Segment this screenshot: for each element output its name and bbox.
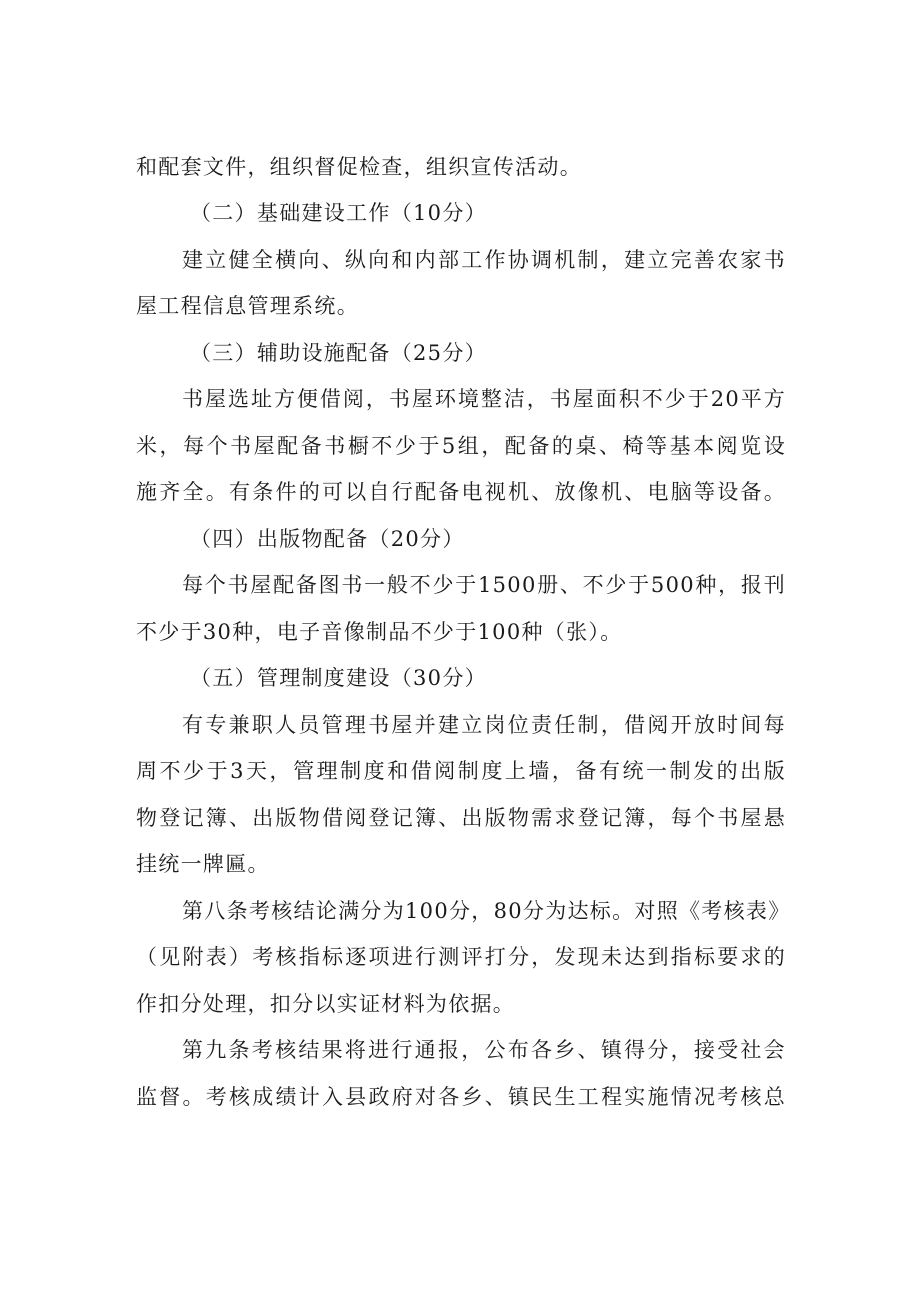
paragraph-line: （见附表）考核指标逐项进行测评打分，发现未达到指标要求的 xyxy=(136,945,786,969)
paragraph-line: 监督。考核成绩计入县政府对各乡、镇民生工程实施情况考核总 xyxy=(136,1085,786,1109)
paragraph-line: 挂统一牌匾。 xyxy=(136,852,270,876)
paragraph-line: 作扣分处理，扣分以实证材料为依据。 xyxy=(136,992,516,1016)
paragraph-line: 每个书屋配备图书一般不少于1500册、不少于500种，报刊 xyxy=(182,573,786,597)
paragraph-line: 第九条考核结果将进行通报，公布各乡、镇得分，接受社会 xyxy=(182,1038,786,1062)
section-heading: （二）基础建设工作（10分） xyxy=(190,201,487,225)
section-heading: （三）辅助设施配备（25分） xyxy=(190,341,487,365)
paragraph-line: 施齐全。有条件的可以自行配备电视机、放像机、电脑等设备。 xyxy=(136,480,786,504)
section-heading: （四）出版物配备（20分） xyxy=(190,527,465,551)
paragraph-line: 和配套文件，组织督促检查，组织宣传活动。 xyxy=(136,155,582,179)
paragraph-line: 屋工程信息管理系统。 xyxy=(136,294,359,318)
paragraph-line: 物登记簿、出版物借阅登记簿、出版物需求登记簿，每个书屋悬 xyxy=(136,806,786,830)
paragraph-line: 有专兼职人员管理书屋并建立岗位责任制，借阅开放时间每 xyxy=(182,713,786,737)
paragraph-line: 第八条考核结论满分为100分，80分为达标。对照《考核表》 xyxy=(182,899,791,923)
paragraph-line: 不少于30种，电子音像制品不少于100种（张）。 xyxy=(136,620,623,644)
paragraph-line: 周不少于3天，管理制度和借阅制度上墙，备有统一制发的出版 xyxy=(136,759,786,783)
paragraph-line: 书屋选址方便借阅，书屋环境整洁，书屋面积不少于20平方 xyxy=(182,387,786,411)
paragraph-line: 米，每个书屋配备书橱不少于5组，配备的桌、椅等基本阅览设 xyxy=(136,434,786,458)
section-heading: （五）管理制度建设（30分） xyxy=(190,666,487,690)
paragraph-line: 建立健全横向、纵向和内部工作协调机制，建立完善农家书 xyxy=(182,248,786,272)
